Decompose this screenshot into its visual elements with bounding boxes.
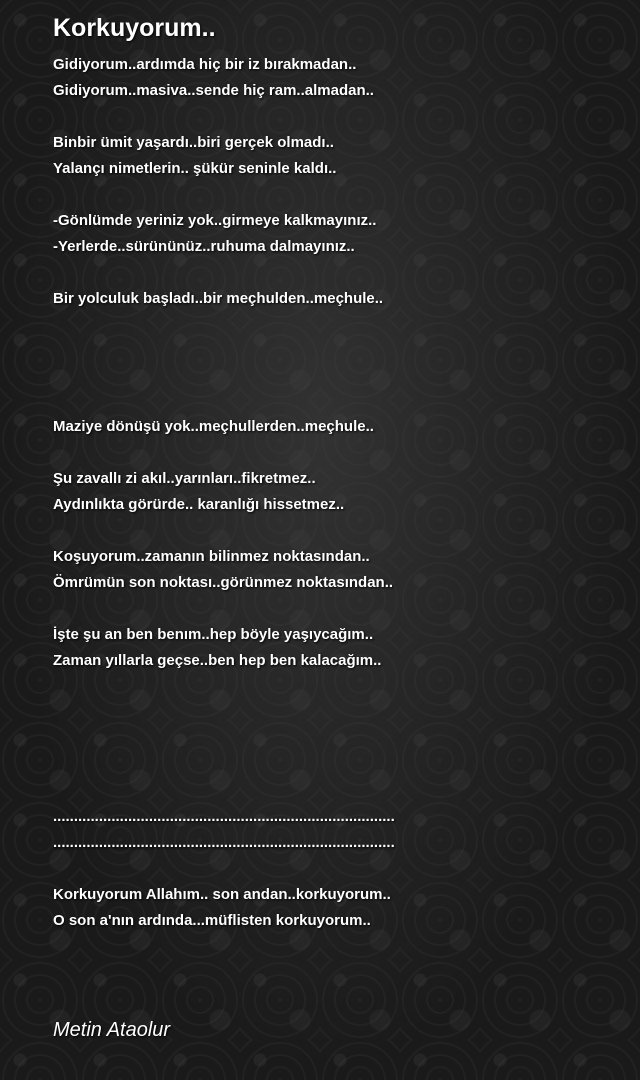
- poem-line: ..................................................................................: [53, 834, 395, 851]
- poem-line: Gidiyorum..ardımda hiç bir iz bırakmadan..: [53, 56, 357, 73]
- poem-line: Binbir ümit yaşardı..biri gerçek olmadı..: [53, 134, 334, 151]
- poem-line: -Gönlümde yeriniz yok..girmeye kalkmayınız..: [53, 212, 377, 229]
- poem-author: Metin Ataolur: [53, 1019, 171, 1041]
- poem-line: -Yerlerde..sürününüz..ruhuma dalmayınız..: [53, 238, 355, 255]
- poem-line: Gidiyorum..masiva..sende hiç ram..almadan..: [53, 82, 374, 99]
- poem-line: Yalançı nimetlerin.. şükür seninle kaldı..: [53, 160, 337, 177]
- poem-line: Zaman yıllarla geçse..ben hep ben kalacağım..: [53, 652, 382, 669]
- poem-line: Koşuyorum..zamanın bilinmez noktasından..: [53, 548, 370, 565]
- poem-line: Bir yolculuk başladı..bir meçhulden..meçhule..: [53, 290, 384, 307]
- poem-line: Aydınlıkta görürde.. karanlığı hissetmez..: [53, 496, 345, 513]
- poem-line: O son a'nın ardında...müflisten korkuyorum..: [53, 912, 371, 929]
- poem-line: ..................................................................................: [53, 808, 395, 825]
- poem-line: Şu zavallı zi akıl..yarınları..fikretmez..: [53, 470, 316, 487]
- poem-title: Korkuyorum..: [53, 14, 216, 42]
- poem-line: Maziye dönüşü yok..meçhullerden..meçhule..: [53, 418, 374, 435]
- poem-line: Ömrümün son noktası..görünmez noktasından..: [53, 574, 394, 591]
- poem-line: İşte şu an ben benım..hep böyle yaşıycağım..: [53, 626, 374, 643]
- poem-line: Korkuyorum Allahım.. son andan..korkuyorum..: [53, 886, 391, 903]
